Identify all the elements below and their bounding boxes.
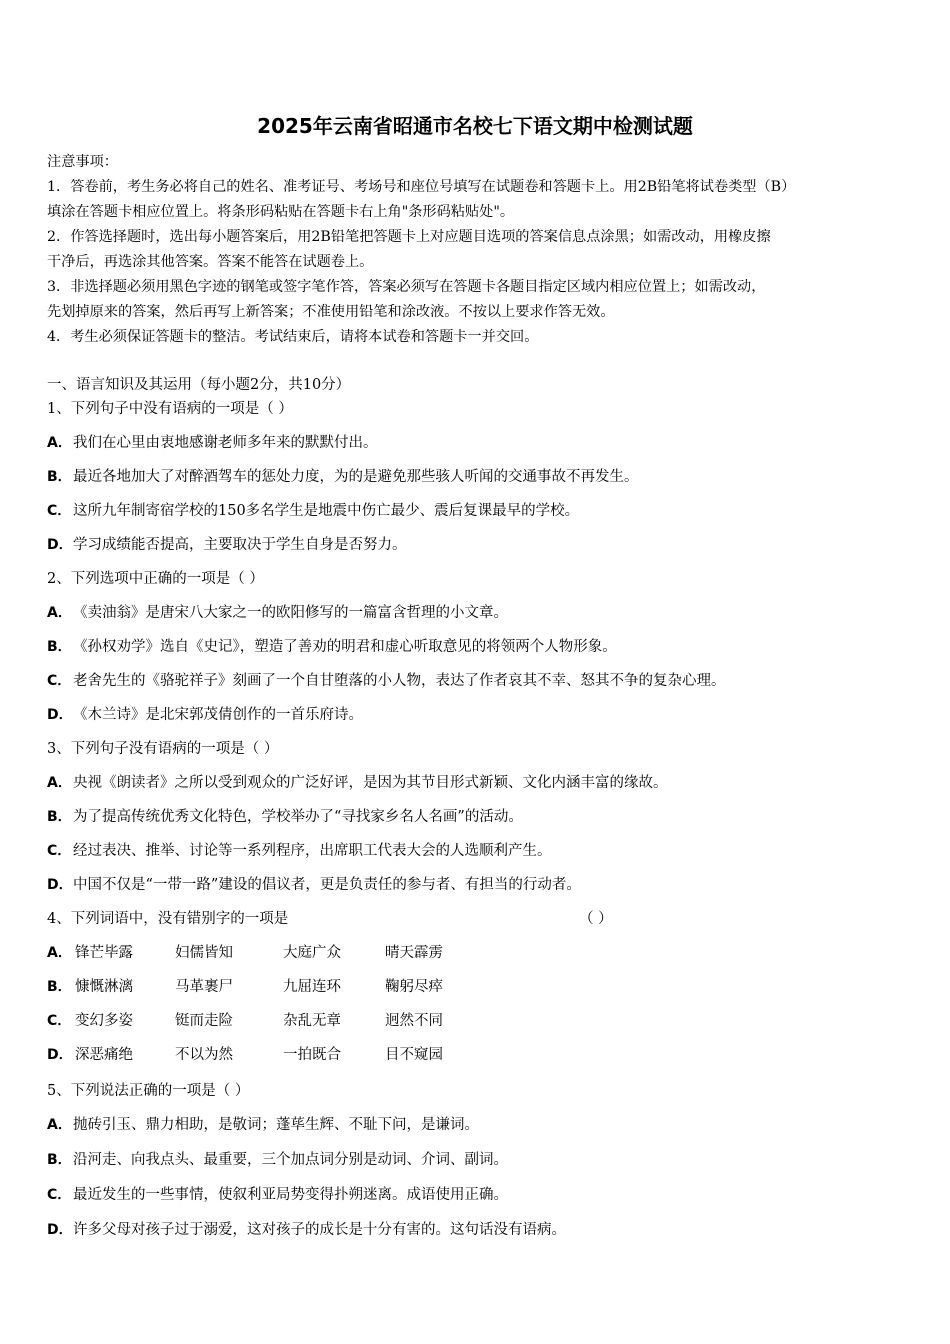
question-stem: 1、下列句子中没有语病的一项是（ ） <box>47 401 293 417</box>
option-letter: C． <box>47 1187 72 1203</box>
word-item: 慷慨淋漓 <box>75 979 133 995</box>
option-a[interactable] <box>47 432 378 454</box>
word-item: 九屈连环 <box>283 979 341 995</box>
option-d[interactable] <box>47 1044 443 1066</box>
question-stem: 5、下列说法正确的一项是（ ） <box>47 1083 250 1099</box>
option-text: 为了提高传统优秀文化特色，学校举办了“寻找家乡名人名画”的活动。 <box>73 809 523 825</box>
option-text: 沿河走、向我点头、最重要，三个加点词分别是动词、介词、副词。 <box>73 1152 508 1168</box>
option-letter: B． <box>47 809 72 825</box>
notice-line: 先划掉原来的答案，然后再写上新答案；不准使用铅笔和涂改液。不按以上要求作答无效。 <box>47 304 615 320</box>
option-letter: D． <box>47 877 73 893</box>
word-item: 大庭广众 <box>283 945 341 961</box>
option-text: 老舍先生的《骆驼祥子》刻画了一个自甘堕落的小人物，表达了作者哀其不幸、怒其不争的复杂心理。 <box>73 673 726 689</box>
option-letter: D． <box>47 1047 73 1063</box>
option-letter: D． <box>47 707 73 723</box>
word-item: 马革裹尸 <box>175 979 233 995</box>
word-item: 不以为然 <box>175 1047 233 1063</box>
word-item: 鞠躬尽瘁 <box>385 979 443 995</box>
option-c[interactable] <box>47 500 579 522</box>
option-a[interactable] <box>47 942 443 964</box>
word-item: 目不窥园 <box>385 1047 443 1063</box>
option-text: 最近各地加大了对醉酒驾车的惩处力度，为的是避免那些骇人听闻的交通事故不再发生。 <box>73 469 639 485</box>
option-b[interactable] <box>47 466 639 488</box>
option-c[interactable] <box>47 1010 443 1032</box>
notice-block <box>47 150 907 350</box>
option-letter: B． <box>47 1152 72 1168</box>
notice-heading: 注意事项： <box>47 154 118 170</box>
notice-line: 2．作答选择题时，选出每小题答案后，用2B铅笔把答题卡上对应题目选项的答案信息点涂黑；如需改动，用橡皮擦 <box>47 229 771 245</box>
word-item: 变幻多姿 <box>75 1013 133 1029</box>
option-d[interactable] <box>47 874 581 896</box>
option-letter: C． <box>47 503 72 519</box>
word-item: 杂乱无章 <box>283 1013 341 1029</box>
notice-line: 1．答卷前，考生务必将自己的姓名、准考证号、考场号和座位号填写在试题卷和答题卡上。用2B铅笔将试卷类型（B） <box>47 179 796 195</box>
word-item: 迥然不同 <box>385 1013 443 1029</box>
word-item: 锋芒毕露 <box>75 945 133 961</box>
option-d[interactable] <box>47 704 363 726</box>
option-letter: A． <box>47 1117 72 1133</box>
option-letter: B． <box>47 639 72 655</box>
option-text: 我们在心里由衷地感谢老师多年来的默默付出。 <box>73 435 378 451</box>
option-text: 《卖油翁》是唐宋八大家之一的欧阳修写的一篇富含哲理的小文章。 <box>73 605 508 621</box>
word-item: 晴天霹雳 <box>385 945 443 961</box>
option-letter: A． <box>47 435 72 451</box>
option-letter: B． <box>47 469 72 485</box>
option-letter: A． <box>47 945 72 961</box>
notice-line: 干净后，再选涂其他答案。答案不能答在试题卷上。 <box>47 254 374 270</box>
option-text: 央视《朗读者》之所以受到观众的广泛好评，是因为其节目形式新颖、文化内涵丰富的缘故。 <box>73 775 668 791</box>
option-a[interactable] <box>47 1114 479 1136</box>
section-heading: 一、语言知识及其运用（每小题2分，共10分） <box>47 377 351 393</box>
option-d[interactable] <box>47 534 407 556</box>
notice-line: 填涂在答题卡相应位置上。将条形码粘贴在答题卡右上角"条形码粘贴处"。 <box>47 204 515 220</box>
word-item: 深恶痛绝 <box>75 1047 133 1063</box>
option-text: 最近发生的一些事情，使叙利亚局势变得扑朔迷离。成语使用正确。 <box>73 1187 508 1203</box>
option-text: 经过表决、推举、讨论等一系列程序，出席职工代表大会的人选顺利产生。 <box>73 843 552 859</box>
option-text: 学习成绩能否提高，主要取决于学生自身是否努力。 <box>73 537 407 553</box>
option-text: 抛砖引玉、鼎力相助，是敬词；蓬荜生辉、不耻下问，是谦词。 <box>73 1117 479 1133</box>
option-letter: D． <box>47 1222 73 1238</box>
answer-paren: （ ） <box>579 911 613 927</box>
question-stem: 3、下列句子没有语病的一项是（ ） <box>47 741 279 757</box>
option-c[interactable] <box>47 670 726 692</box>
notice-line: 4．考生必须保证答题卡的整洁。考试结束后，请将本试卷和答题卡一并交回。 <box>47 329 539 345</box>
option-text: 《孙权劝学》选自《史记》，塑造了善劝的明君和虚心听取意见的将领两个人物形象。 <box>73 639 617 655</box>
option-text: 许多父母对孩子过于溺爱，这对孩子的成长是十分有害的。这句话没有语病。 <box>73 1222 566 1238</box>
word-item: 铤而走险 <box>175 1013 233 1029</box>
option-letter: C． <box>47 673 72 689</box>
word-item: 妇儒皆知 <box>175 945 233 961</box>
word-item: 一拍既合 <box>283 1047 341 1063</box>
option-b[interactable] <box>47 976 443 998</box>
option-text: 中国不仅是“一带一路”建设的倡议者，更是负责任的参与者、有担当的行动者。 <box>73 877 581 893</box>
option-letter: C． <box>47 843 72 859</box>
option-letter: B． <box>47 979 72 995</box>
option-c[interactable] <box>47 1184 508 1206</box>
option-b[interactable] <box>47 806 523 828</box>
option-letter: A． <box>47 605 72 621</box>
option-letter: D． <box>47 537 73 553</box>
option-text: 这所九年制寄宿学校的150多名学生是地震中伤亡最少、震后复课最早的学校。 <box>73 503 580 519</box>
option-b[interactable] <box>47 636 617 658</box>
option-c[interactable] <box>47 840 552 862</box>
page-title: 2025年云南省昭通市名校七下语文期中检测试题 <box>257 114 693 138</box>
question-stem: 4、下列词语中，没有错别字的一项是 <box>47 911 289 927</box>
option-text: 《木兰诗》是北宋郭茂倩创作的一首乐府诗。 <box>73 707 363 723</box>
option-a[interactable] <box>47 772 668 794</box>
notice-line: 3．非选择题必须用黑色字迹的钢笔或签字笔作答，答案必须写在答题卡各题目指定区域内相应位置上；如需改动， <box>47 279 766 295</box>
option-d[interactable] <box>47 1219 566 1241</box>
option-letter: C． <box>47 1013 72 1029</box>
option-letter: A． <box>47 775 72 791</box>
option-a[interactable] <box>47 602 508 624</box>
option-b[interactable] <box>47 1149 508 1171</box>
question-stem: 2、下列选项中正确的一项是（ ） <box>47 571 264 587</box>
